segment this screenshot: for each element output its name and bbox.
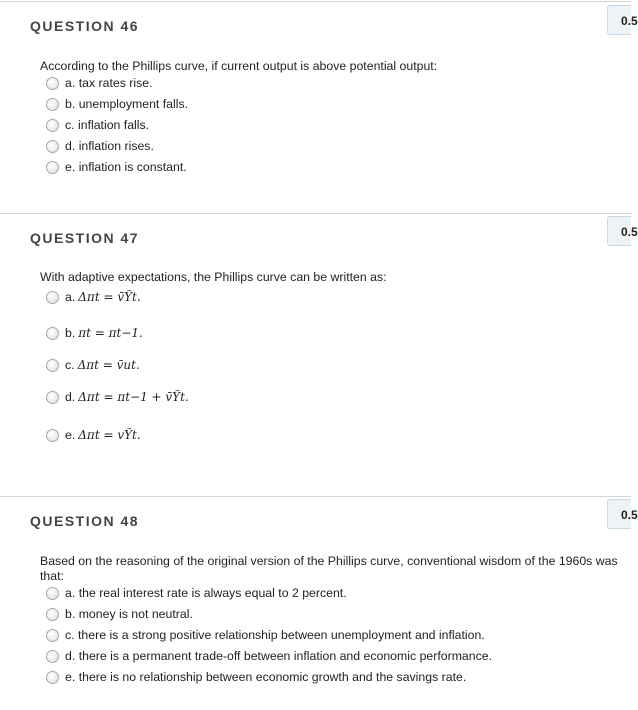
option-d[interactable] [46,648,492,664]
question-prompt: According to the Phillips curve, if current output is above potential output: [40,59,438,73]
points-badge: 0.5 [607,499,631,529]
option-text: inflation rises. [78,139,154,153]
option-letter: c. [65,358,75,372]
option-c[interactable] [46,117,149,133]
points-badge: 0.5 [607,5,631,35]
option-text: inflation falls. [78,118,150,132]
option-letter: a. [65,290,76,304]
option-letter: d. [65,139,76,153]
option-text: there is no relationship between economic growth and the savings rate. [78,670,467,684]
option-a[interactable] [46,75,153,91]
option-letter: a. [65,76,76,90]
option-letter: a. [65,586,76,600]
option-d[interactable] [46,389,189,405]
option-a[interactable] [46,585,347,601]
radio-button[interactable] [46,587,59,600]
option-b[interactable] [46,325,143,341]
option-e[interactable] [46,159,187,175]
option-c[interactable] [46,357,140,373]
radio-button[interactable] [46,359,59,372]
option-letter: e. [65,670,76,684]
radio-button[interactable] [46,650,59,663]
radio-button[interactable] [46,119,59,132]
option-letter: b. [65,607,76,621]
radio-button[interactable] [46,429,59,442]
radio-button[interactable] [46,629,59,642]
radio-button[interactable] [46,98,59,111]
radio-button[interactable] [46,327,59,340]
option-text: inflation is constant. [78,160,187,174]
option-formula: Δπt = vỸt. [78,428,141,442]
radio-button[interactable] [46,608,59,621]
option-letter: d. [65,390,76,404]
radio-button[interactable] [46,140,59,153]
points-badge: 0.5 [607,216,631,246]
radio-button[interactable] [46,77,59,90]
option-text: there is a permanent trade-off between inflation and economic performance. [78,649,493,663]
option-e[interactable] [46,427,141,443]
option-letter: b. [65,326,76,340]
question-47-block [0,213,638,496]
option-d[interactable] [46,138,154,154]
option-text: tax rates rise. [78,76,153,90]
question-title: QUESTION 48 [30,513,140,529]
option-a[interactable] [46,289,141,305]
option-letter: e. [65,428,76,442]
question-title: QUESTION 47 [30,230,140,246]
option-formula: Δπt = v̄Ỹt. [78,290,141,304]
option-c[interactable] [46,627,485,643]
option-formula: Δπt = v̄ut. [77,358,140,372]
question-title: QUESTION 46 [30,18,140,34]
option-b[interactable] [46,96,188,112]
option-formula: πt = πt−1. [78,326,143,340]
question-prompt: Based on the reasoning of the original version of the Phillips curve, conventional wisdom of the 1960s was that: [40,554,618,583]
radio-button[interactable] [46,291,59,304]
option-text: there is a strong positive relationship between unemployment and inflation. [78,628,485,642]
option-letter: c. [65,628,75,642]
question-46-block [0,1,638,212]
radio-button[interactable] [46,161,59,174]
option-letter: e. [65,160,76,174]
option-text: unemployment falls. [78,97,189,111]
option-b[interactable] [46,606,193,622]
radio-button[interactable] [46,671,59,684]
option-text: the real interest rate is always equal to 2 percent. [78,586,347,600]
option-text: money is not neutral. [78,607,193,621]
option-e[interactable] [46,669,466,685]
option-letter: c. [65,118,75,132]
radio-button[interactable] [46,391,59,404]
option-letter: d. [65,649,76,663]
question-prompt: With adaptive expectations, the Phillips curve can be written as: [40,270,387,284]
option-letter: b. [65,97,76,111]
option-formula: Δπt = πt−1 + v̄Ỹt. [78,390,189,404]
question-48-block [0,496,638,710]
